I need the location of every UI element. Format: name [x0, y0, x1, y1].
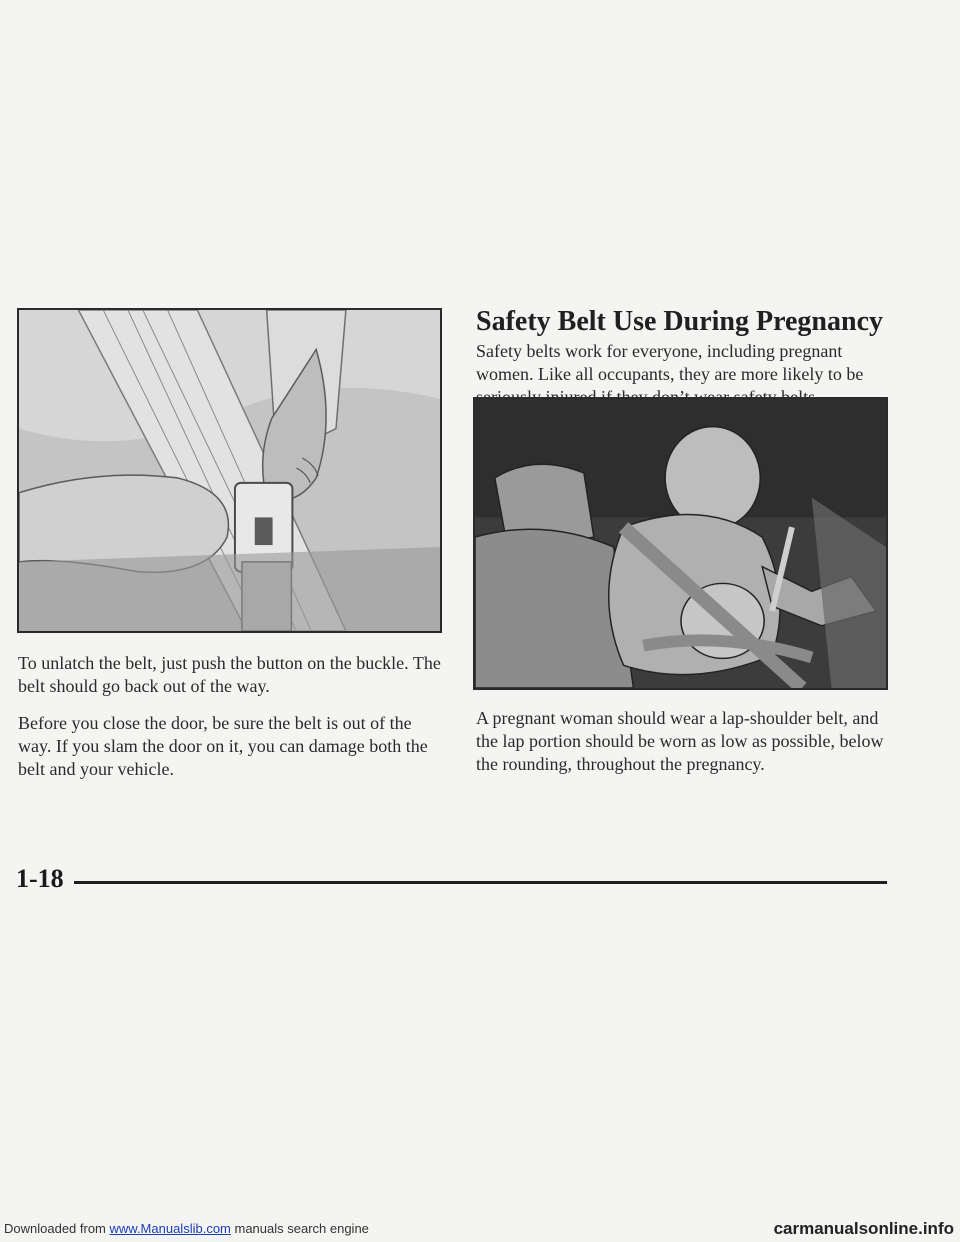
- watermark: carmanualsonline.info: [773, 1219, 954, 1238]
- close-door-paragraph: Before you close the door, be sure the belt is out of the way. If you slam the door on it, you can damage both the belt and your vehicle.: [18, 713, 428, 779]
- page-number: 1-18: [16, 864, 64, 893]
- footer-suffix: manuals search engine: [230, 1221, 369, 1236]
- download-footer: [4, 1221, 369, 1236]
- pregnant-occupant-illustration: [473, 397, 888, 690]
- unlatch-paragraph: To unlatch the belt, just push the button on the buckle. The belt should go back out of the way.: [18, 653, 441, 696]
- lap-shoulder-paragraph: A pregnant woman should wear a lap-shoulder belt, and the lap portion should be worn as low as possible, below the rounding, throughout the pregnancy.: [476, 708, 884, 774]
- section-heading: Safety Belt Use During Pregnancy: [476, 306, 883, 337]
- buckle-release-illustration: [17, 308, 442, 633]
- manualslib-link[interactable]: www.Manualslib.com: [109, 1221, 231, 1236]
- footer-rule: [74, 881, 887, 884]
- pregnancy-intro-paragraph: Safety belts work for everyone, including pregnant women. Like all occupants, they are more likely to be: [476, 341, 864, 384]
- footer-prefix: Downloaded from: [4, 1221, 110, 1236]
